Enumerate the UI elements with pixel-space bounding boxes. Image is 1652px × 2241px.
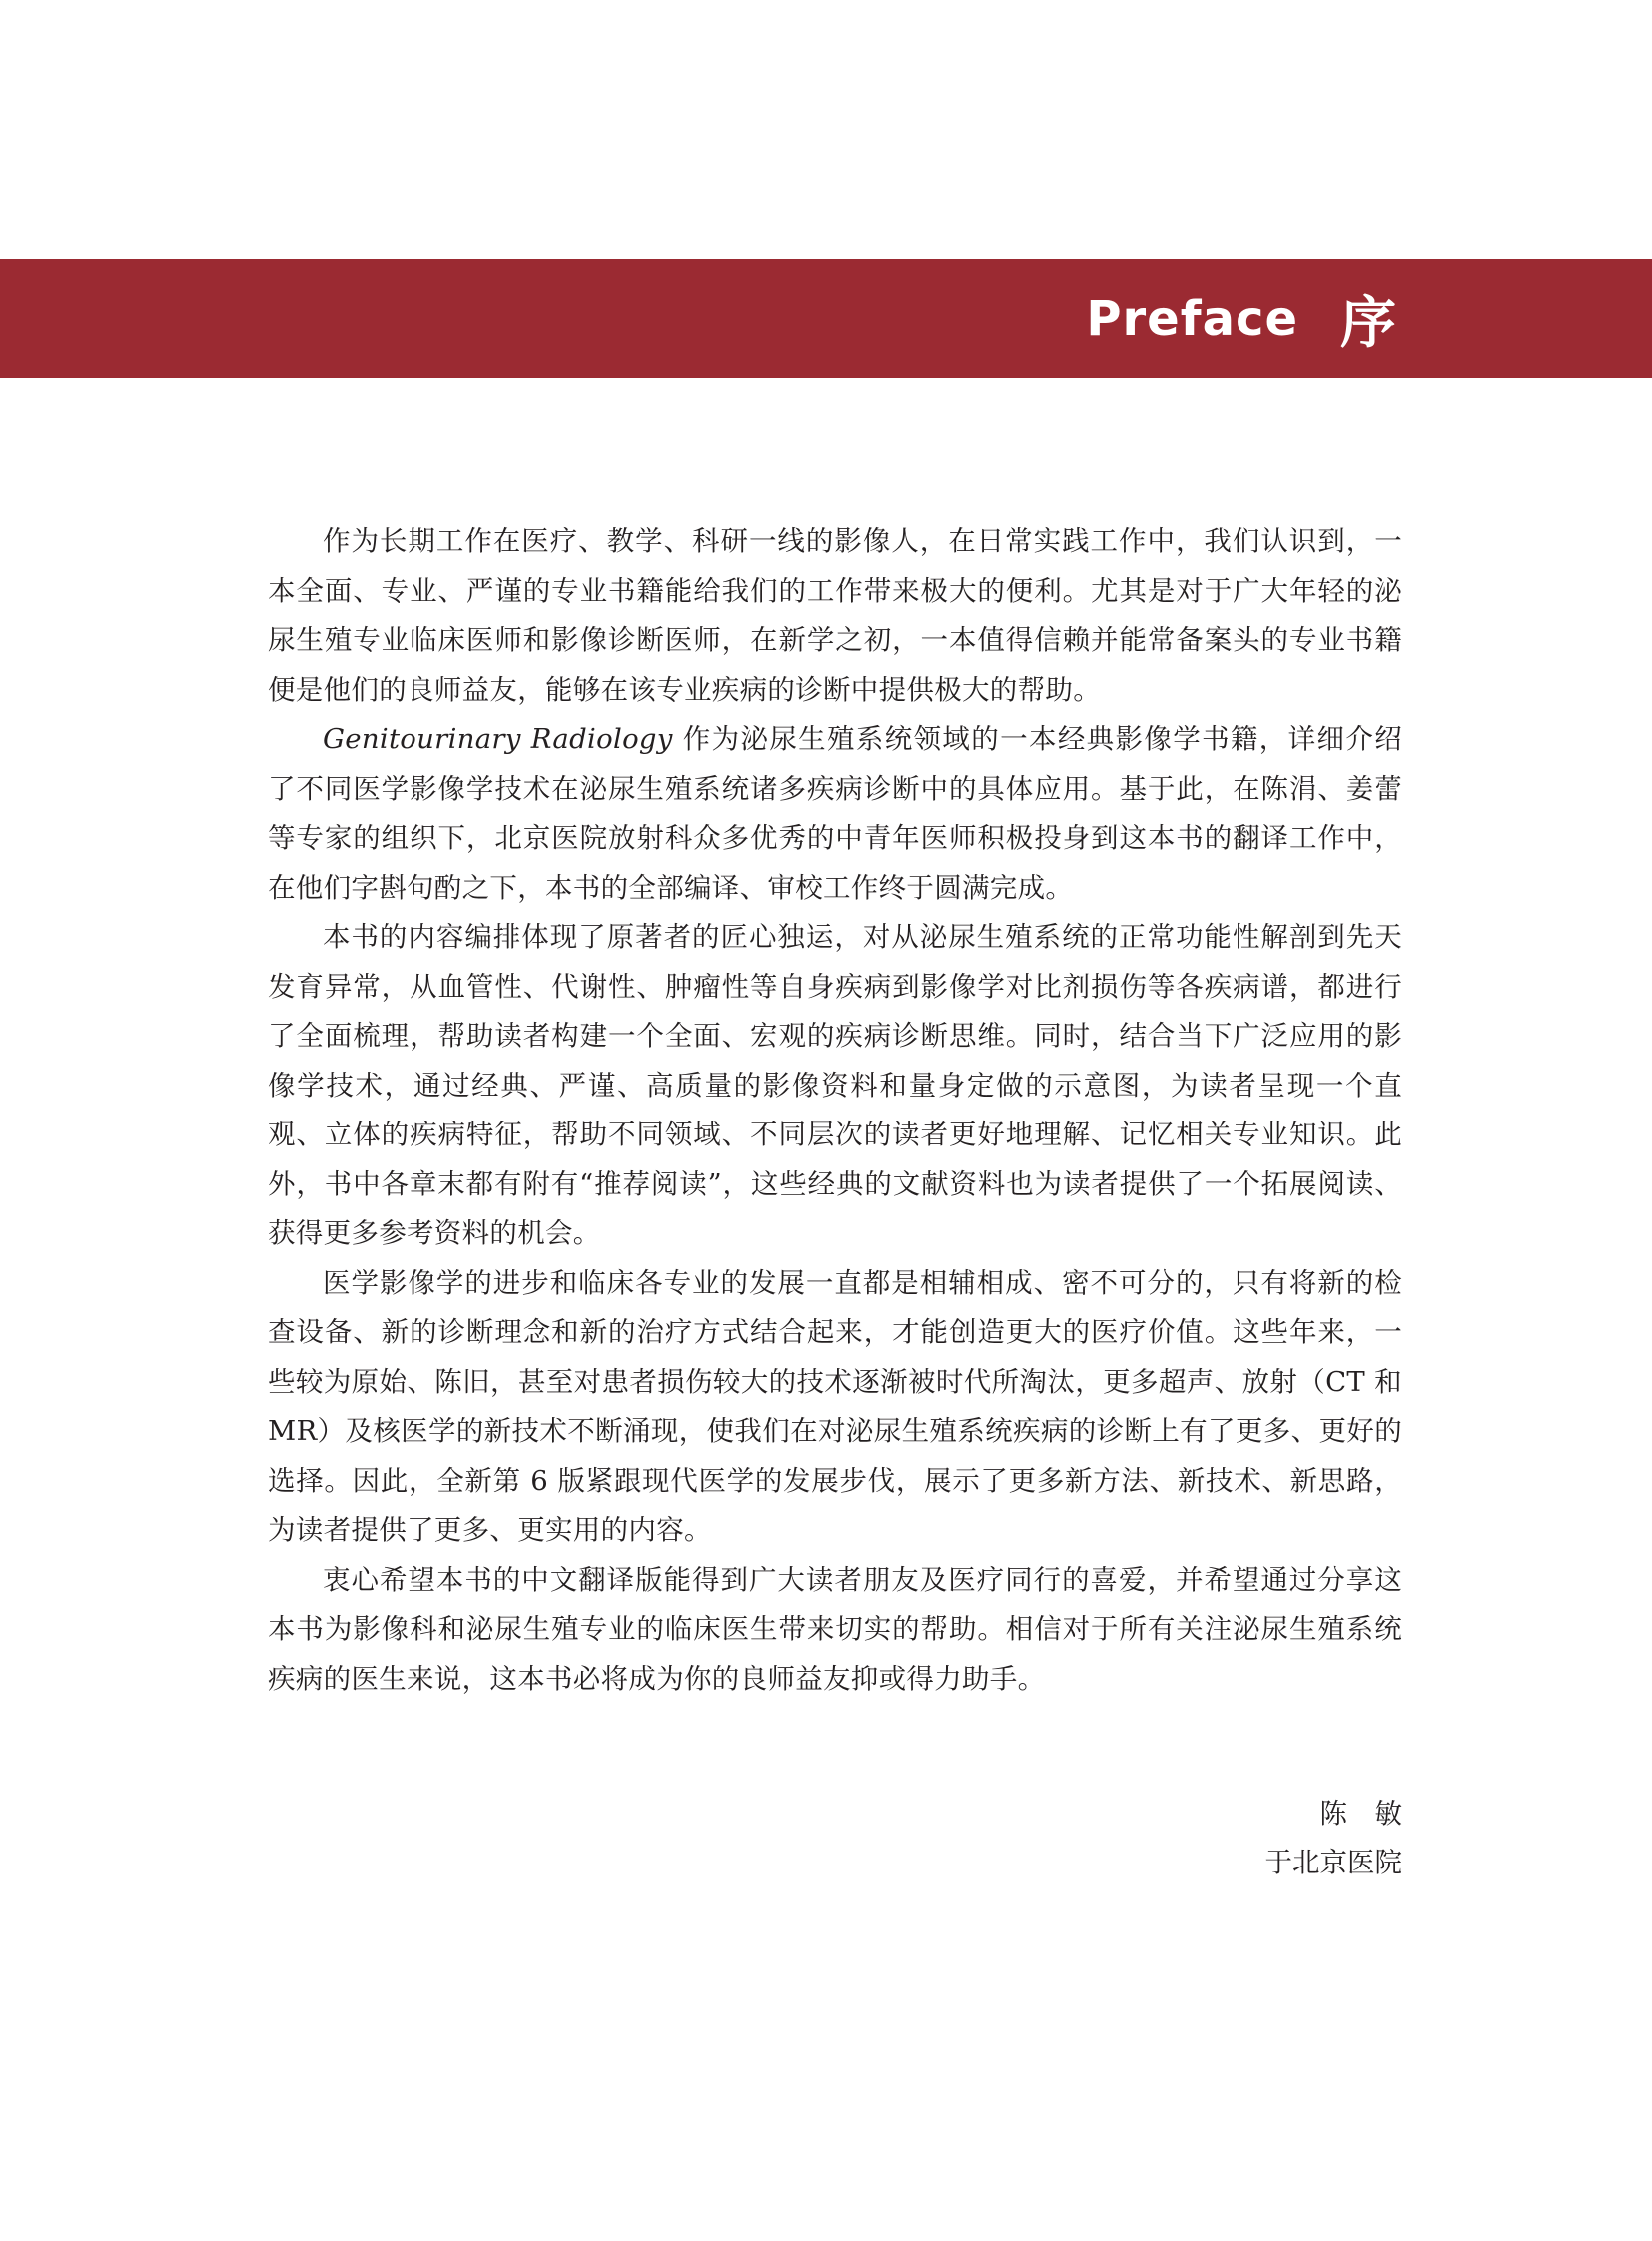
paragraph-5-text: 衷心希望本书的中文翻译版能得到广大读者朋友及医疗同行的喜爱，并希望通过分享这本书为影像科和泌尿生殖专业的临床医生带来切实的帮助。相信对于所有关注泌尿生殖系统疾病的医生来说，这本书必将成为你的良师益友抑或得力助手。 xyxy=(268,1563,1402,1695)
preface-title-english: Preface xyxy=(1086,291,1298,347)
preface-title xyxy=(1086,259,1396,378)
paragraph-4-text: 医学影像学的进步和临床各专业的发展一直都是相辅相成、密不可分的，只有将新的检查设备、新的诊断理念和新的治疗方式结合起来，才能创造更大的医疗价值。这些年来，一些较为原始、陈旧，甚至对患者损伤较大的技术逐渐被时代所淘汰，更多超声、放射（CT 和 MR）及核医学的新技术不断涌现，使我们在对泌尿生殖系统疾病的诊断上有了更多、更好的选择。因此，全新第 6 版紧跟现代医学的发展步伐，展示了更多新方法、新技术、新思路，为读者提供了更多、更实用的内容。 xyxy=(268,1266,1402,1546)
preface-body xyxy=(268,517,1402,1704)
paragraph-1 xyxy=(268,517,1402,715)
signature-name: 陈 敏 xyxy=(1319,1798,1402,1830)
signature-affiliation: 于北京医院 xyxy=(1264,1847,1402,1878)
paragraph-2-text: 作为泌尿生殖系统领域的一本经典影像学书籍，详细介绍了不同医学影像学技术在泌尿生殖系统诸多疾病诊断中的具体应用。基于此，在陈涓、姜蕾等专家的组织下，北京医院放射科众多优秀的中青年医师积极投身到这本书的翻译工作中，在他们字斟句酌之下，本书的全部编译、审校工作终于圆满完成。 xyxy=(268,723,1402,904)
book-title-italic: Genitourinary Radiology xyxy=(323,723,673,755)
preface-title-chinese: 序 xyxy=(1340,290,1396,356)
paragraph-3-text: 本书的内容编排体现了原著者的匠心独运，对从泌尿生殖系统的正常功能性解剖到先天发育异常，从血管性、代谢性、肿瘤性等自身疾病到影像学对比剂损伤等各疾病谱，都进行了全面梳理，帮助读者构建一个全面、宏观的疾病诊断思维。同时，结合当下广泛应用的影像学技术，通过经典、严谨、高质量的影像资料和量身定做的示意图，为读者呈现一个直观、立体的疾病特征，帮助不同领域、不同层次的读者更好地理解、记忆相关专业知识。此外，书中各章末都有附有“推荐阅读”，这些经典的文献资料也为读者提供了一个拓展阅读、获得更多参考资料的机会。 xyxy=(268,921,1402,1249)
signature-block xyxy=(1265,1790,1403,1887)
preface-header-band xyxy=(0,259,1652,378)
paragraph-3 xyxy=(268,913,1402,1259)
paragraph-5 xyxy=(268,1556,1402,1705)
paragraph-2 xyxy=(268,715,1402,913)
paragraph-1-text: 作为长期工作在医疗、教学、科研一线的影像人，在日常实践工作中，我们认识到，一本全面、专业、严谨的专业书籍能给我们的工作带来极大的便利。尤其是对于广大年轻的泌尿生殖专业临床医师和影像诊断医师，在新学之初，一本值得信赖并能常备案头的专业书籍便是他们的良师益友，能够在该专业疾病的诊断中提供极大的帮助。 xyxy=(268,525,1402,706)
paragraph-4 xyxy=(268,1259,1402,1556)
